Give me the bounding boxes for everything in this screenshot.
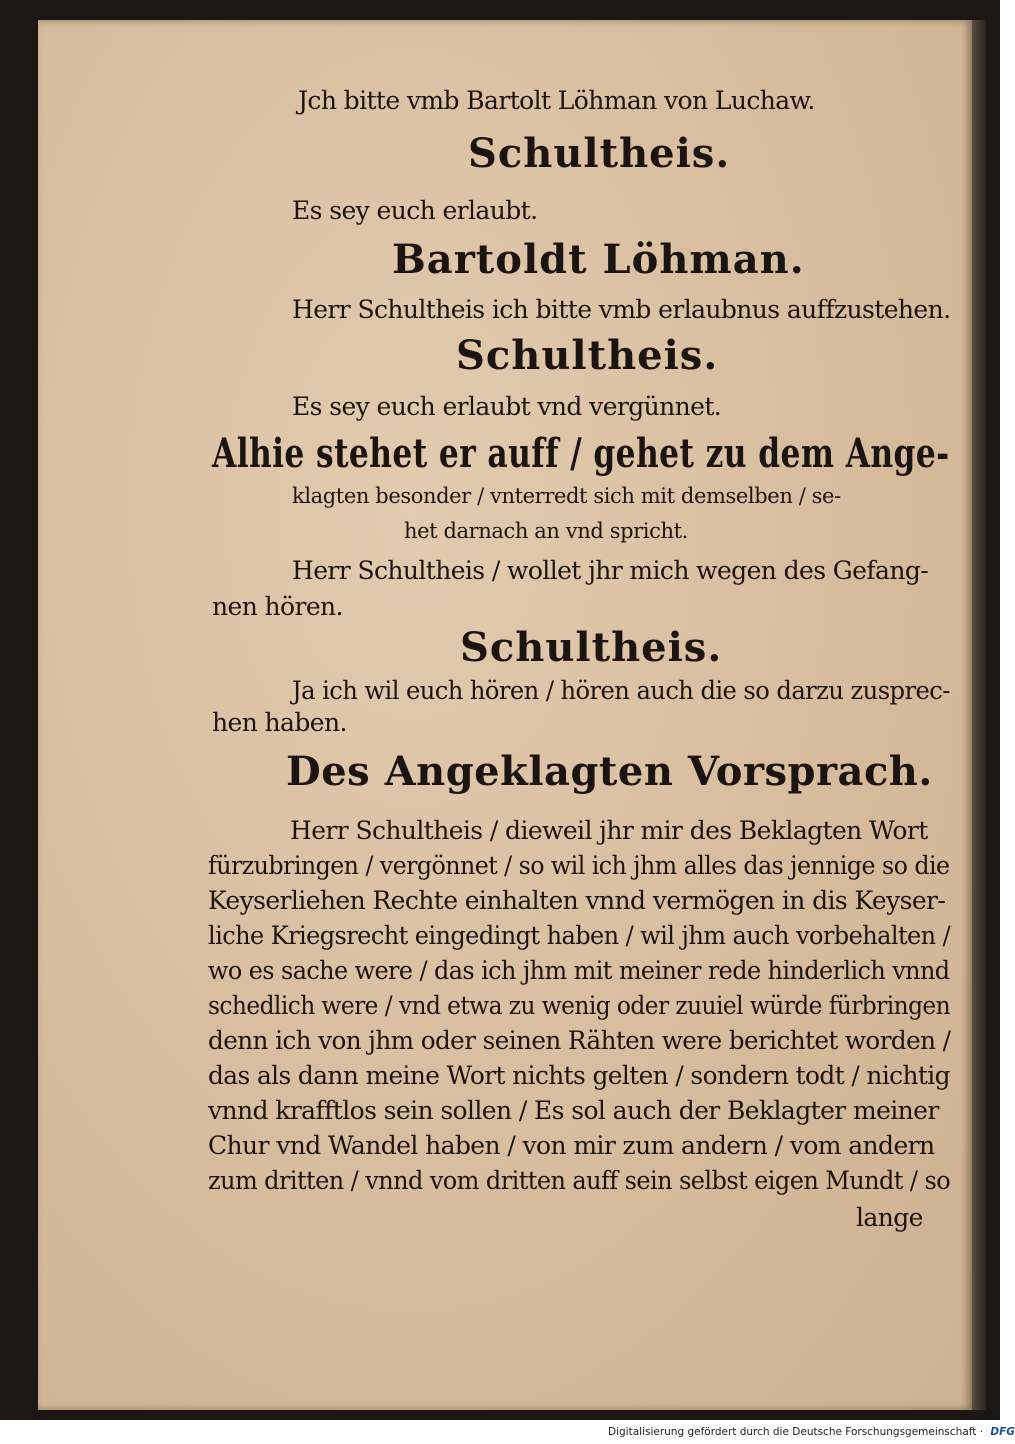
stage-direction-line: klagten besonder / vnterredt sich mit demselben / se- bbox=[292, 484, 841, 508]
text-line: liche Kriegsrecht eingedingt haben / wil jhm auch vorbehalten / bbox=[208, 921, 951, 950]
catchword: lange bbox=[856, 1203, 923, 1232]
text-line: Herr Schultheis / wollet jhr mich wegen des Gefang- bbox=[292, 556, 929, 585]
text-line: Es sey euch erlaubt vnd vergünnet. bbox=[292, 392, 722, 421]
text-line: schedlich were / vnd etwa zu wenig oder zuuiel würde fürbringen bbox=[208, 991, 951, 1020]
text-line: vnnd krafftlos sein sollen / Es sol auch der Beklagter meiner bbox=[208, 1096, 939, 1125]
text-line: Ja ich wil euch hören / hören auch die so darzu zusprec- bbox=[292, 676, 950, 705]
text-line: Keyserliehen Rechte einhalten vnnd vermögen in dis Keyser- bbox=[208, 886, 946, 915]
text-line: denn ich von jhm oder seinen Rähten were berichtet worden / bbox=[208, 1026, 951, 1055]
text-line: Herr Schultheis ich bitte vmb erlaubnus auffzustehen. bbox=[292, 295, 951, 324]
stage-direction-line: het darnach an vnd spricht. bbox=[404, 519, 688, 543]
book-page bbox=[38, 20, 972, 1410]
text-line: das als dann meine Wort nichts gelten / sondern todt / nichtig bbox=[208, 1061, 950, 1090]
speaker-heading: Schultheis. bbox=[460, 624, 723, 671]
text-line: wo es sache were / das ich jhm mit meiner rede hinderlich vnnd bbox=[208, 956, 950, 985]
text-line: nen hören. bbox=[212, 592, 343, 621]
page-edge bbox=[972, 20, 986, 1410]
speaker-heading: Schultheis. bbox=[456, 332, 719, 379]
text-line: Es sey euch erlaubt. bbox=[292, 196, 538, 225]
text-line: hen haben. bbox=[212, 708, 347, 737]
text-line: Jch bitte vmb Bartolt Löhman von Luchaw. bbox=[298, 86, 815, 115]
digitization-footer bbox=[608, 1426, 1015, 1444]
footer-text: Digitalisierung gefördert durch die Deutsche Forschungsgemeinschaft · bbox=[608, 1426, 984, 1438]
text-line: fürzubringen / vergönnet / so wil ich jhm alles das jennige so die bbox=[208, 851, 950, 880]
dfg-logo: DFG bbox=[990, 1426, 1015, 1438]
text-line: zum dritten / vnnd vom dritten auff sein selbst eigen Mundt / so bbox=[208, 1166, 951, 1195]
text-line: Herr Schultheis / dieweil jhr mir des Beklagten Wort bbox=[290, 816, 928, 845]
section-heading: Des Angeklagten Vorsprach. bbox=[286, 748, 933, 795]
text-line: Chur vnd Wandel haben / von mir zum andern / vom andern bbox=[208, 1131, 935, 1160]
stage-direction-heading: Alhie stehet er auff / gehet zu dem Ange- bbox=[212, 430, 950, 477]
speaker-heading: Bartoldt Löhman. bbox=[392, 236, 805, 283]
speaker-heading: Schultheis. bbox=[468, 130, 731, 177]
